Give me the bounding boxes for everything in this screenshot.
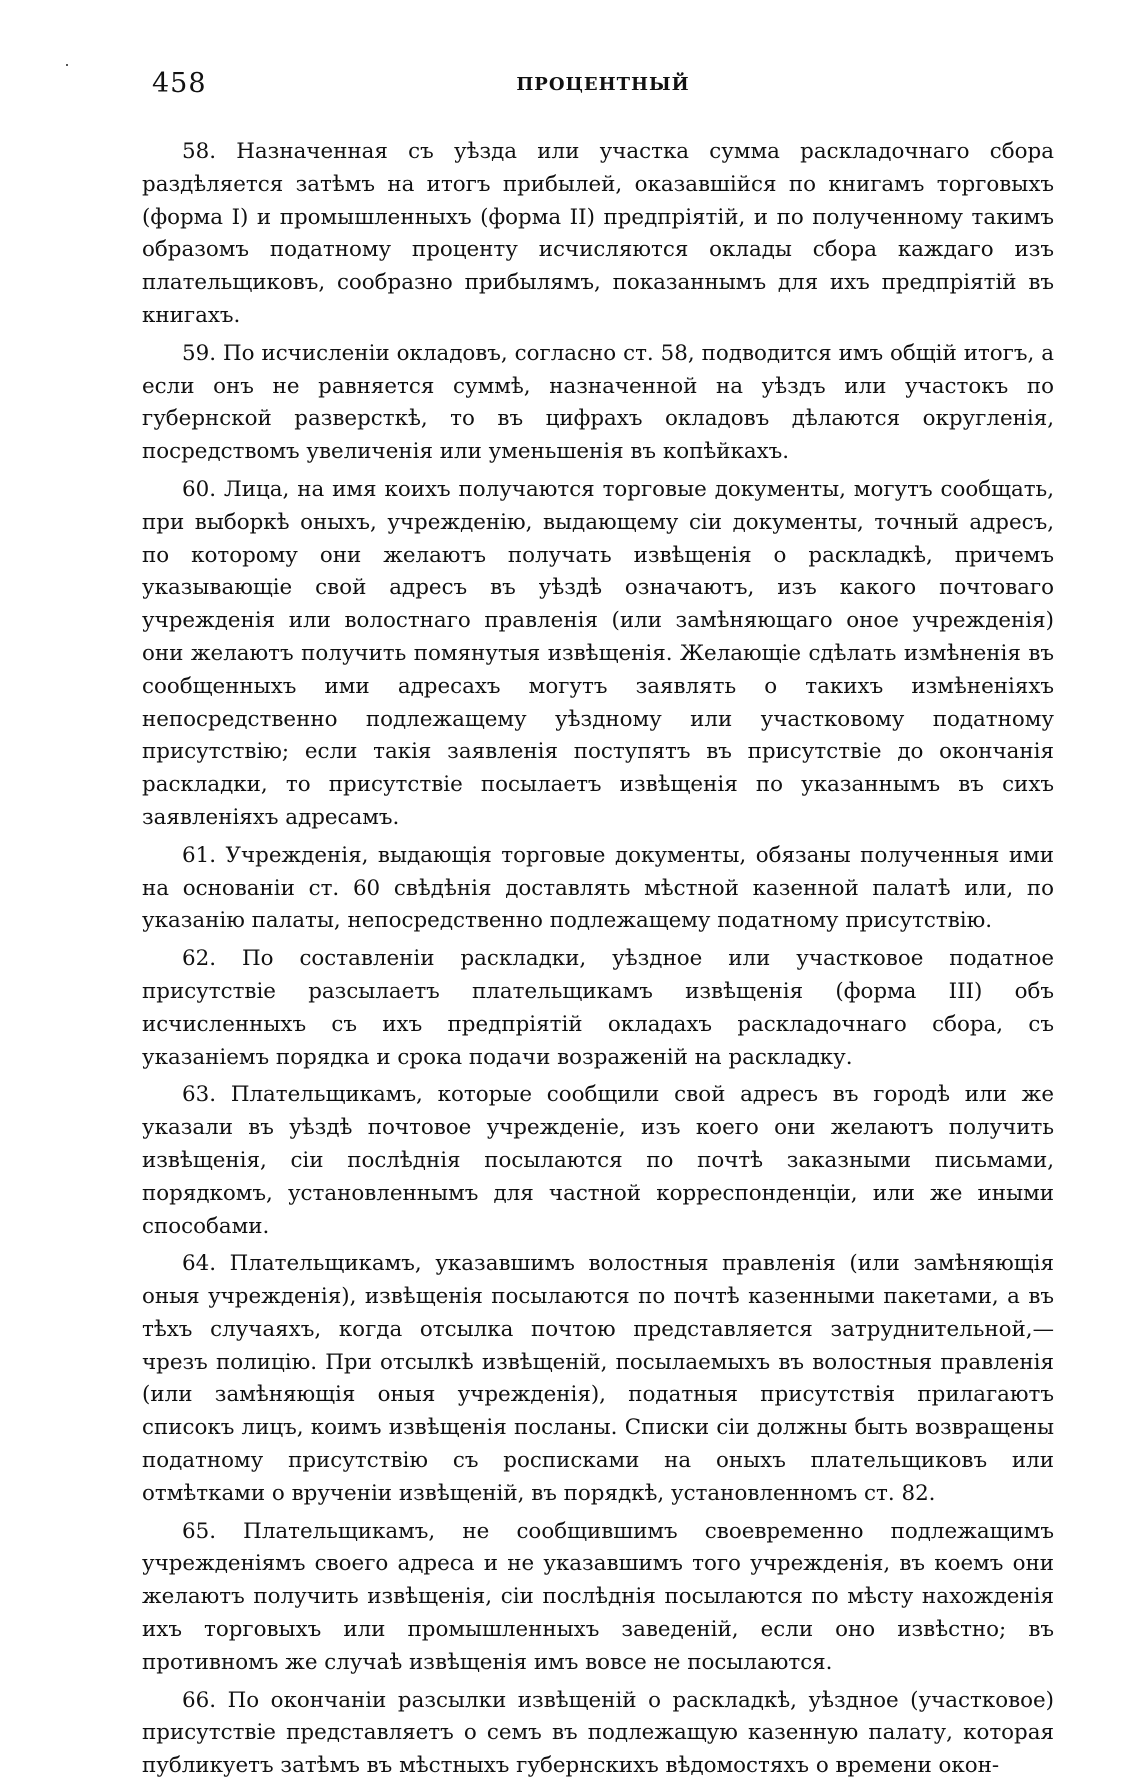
paragraph-62: 62. По составленіи раскладки, уѣздное или участковое податное присутствіе разсылаетъ плательщикамъ извѣщенія (форма III) объ исчисленныхъ съ ихъ предпріятій окладахъ раскладочнаго сбора, съ указаніемъ порядка и срока подачи возраженій на раскладку. xyxy=(142,946,1054,1070)
stray-print-mark xyxy=(66,64,68,66)
page-header xyxy=(152,68,1054,108)
body-text xyxy=(142,136,1054,1788)
paragraph-59: 59. По исчисленіи окладовъ, согласно ст. 58, подводится имъ общій итогъ, а если онъ не равняется суммѣ, назначенной на уѣздъ или участокъ по губернской разверсткѣ, то въ цифрахъ окладовъ дѣлаются округленія, посредствомъ увеличенія или уменьшенія въ копѣйкахъ. xyxy=(142,340,1054,465)
paragraph-66: 66. По окончаніи разсылки извѣщеній о раскладкѣ, уѣздное (участковое) присутствіе представляетъ о семъ въ подлежащую казенную палату, которая публикуетъ затѣмъ въ мѣстныхъ губернскихъ вѣдомостяхъ о времени окон- xyxy=(142,1687,1054,1779)
paragraph-61: 61. Учрежденія, выдающія торговые документы, обязаны полученныя ими на основаніи ст. 60 свѣдѣнія доставлять мѣстной казенной палатѣ или, по указанію палаты, непосредственно подлежащему податному присутствію. xyxy=(142,842,1054,934)
paragraph-58: 58. Назначенная съ уѣзда или участка сумма раскладочнаго сбора раздѣляется затѣмъ на итогъ прибылей, оказавшійся по книгамъ торговыхъ (форма I) и промышленныхъ (форма II) предпріятій, и по полученному такимъ образомъ податному проценту исчисляются оклады сбора каждаго изъ плательщиковъ, сообразно прибылямъ, показаннымъ для ихъ предпріятій въ книгахъ. xyxy=(142,139,1054,328)
paragraph-63: 63. Плательщикамъ, которые сообщили свой адресъ въ городѣ или же указали въ уѣздѣ почтовое учрежденіе, изъ коего они желаютъ получить извѣщенія, сіи послѣднія посылаются по почтѣ заказными письмами, порядкомъ, установленнымъ для частной корреспонденціи, или же иными способами. xyxy=(142,1082,1054,1239)
paragraph-64: 64. Плательщикамъ, указавшимъ волостныя правленія (или замѣняющія оныя учрежденія), извѣщенія посылаются по почтѣ казенными пакетами, а въ тѣхъ случаяхъ, когда отсылка почтою представляется затруднительной,— чрезъ полицію. При отсылкѣ извѣщеній, посылаемыхъ въ волостныя правленія (или замѣняющія оныя учрежденія), податныя присутствія прилагаютъ списокъ лицъ, коимъ извѣщенія посланы. Списки сіи должны быть возвращены податному присутствію съ росписками на оныхъ плательщиковъ или отмѣтками о врученіи извѣщеній, въ порядкѣ, установленномъ ст. 82. xyxy=(142,1251,1054,1506)
paragraph-60: 60. Лица, на имя коихъ получаются торговые документы, могутъ сообщать, при выборкѣ оныхъ, учрежденію, выдающему сіи документы, точный адресъ, по которому они желаютъ получать извѣщенія о раскладкѣ, причемъ указывающіе свой адресъ въ уѣздѣ означаютъ, изъ какого почтоваго учрежденія или волостнаго правленія (или замѣняющаго оное учрежденія) они желаютъ получить помянутыя извѣщенія. Желающіе сдѣлать измѣненія въ сообщенныхъ ими адресахъ могутъ заявлять о такихъ измѣненіяхъ непосредственно подлежащему уѣздному или участковому податному присутствію; если такія заявленія поступятъ въ присутствіе до окончанія раскладки, то присутствіе посылаетъ извѣщенія по указаннымъ въ сихъ заявленіяхъ адресамъ. xyxy=(142,476,1054,830)
paragraph-65: 65. Плательщикамъ, не сообщившимъ своевременно подлежащимъ учрежденіямъ своего адреса и не указавшимъ того учрежденія, въ коемъ они желаютъ получить извѣщенія, сіи послѣднія посылаются по мѣсту нахожденія ихъ торговыхъ или промышленныхъ заведеній, если оно извѣстно; въ противномъ же случаѣ извѣщенія имъ вовсе не посылаются. xyxy=(142,1518,1054,1675)
page-number: 458 xyxy=(152,68,207,99)
running-head-title: ПРОЦЕНТНЫЙ xyxy=(516,74,690,95)
